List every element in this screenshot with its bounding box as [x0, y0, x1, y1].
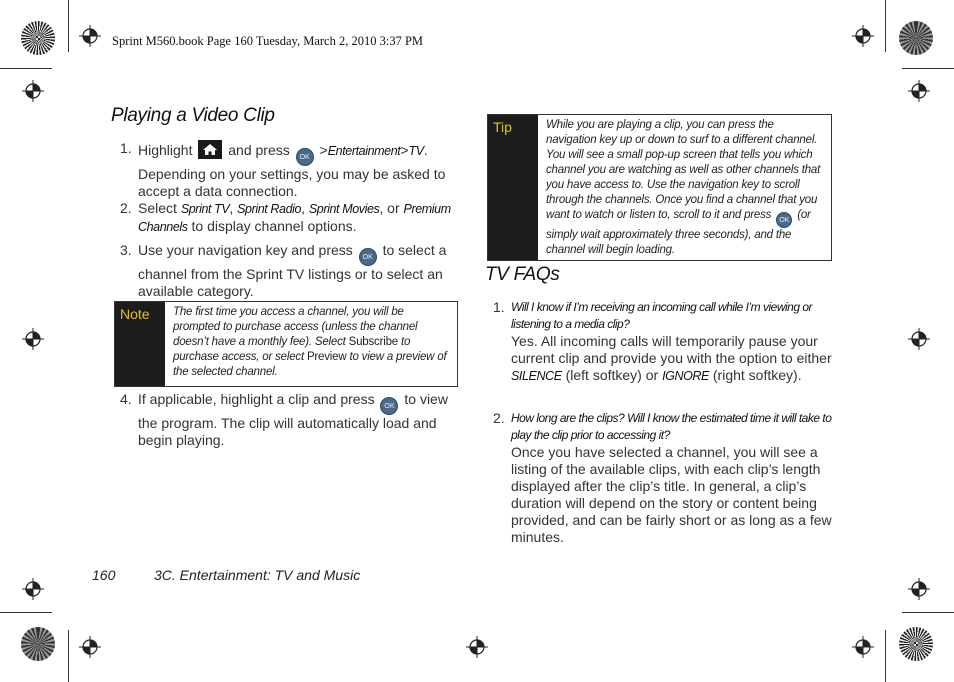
tip-text: While you are playing a clip, you can press the navigation key up or down to surf to a different channel. You will see a small pop-up screen that tells you which channel you are watching as well as other channels that you have access to. Use the navigation key to scroll through the channels. Once you find a channel that you want to watch or listen to, scroll to it and press OK (or simply wait approximately three seconds), and the channel will begin loading.	[546, 119, 821, 256]
step-2-text: Select Sprint TV, Sprint Radio, Sprint Movies, or Premium Channels to display channel options.	[138, 200, 451, 234]
note-box	[114, 301, 458, 387]
crop-mark	[68, 0, 69, 52]
crop-mark	[68, 630, 69, 682]
crop-mark	[902, 612, 954, 613]
ok-key-icon: OK	[776, 212, 792, 228]
registration-mark-icon	[22, 80, 44, 102]
faq-answer: Yes. All incoming calls will temporarily pause your current clip and provide you with the option to either SILENCE (left softkey) or IGNORE (right softkey).	[511, 333, 832, 383]
registration-mark-icon	[79, 25, 101, 47]
ok-key-icon: OK	[296, 148, 314, 166]
step-number: 4.	[120, 391, 132, 407]
faq-question: Will I know if I’m receiving an incoming call while I’m viewing or listening to a media clip?	[511, 300, 813, 331]
registration-mark-icon	[852, 636, 874, 658]
registration-mark-icon	[79, 636, 101, 658]
color-rosette-icon	[899, 627, 933, 661]
color-rosette-icon	[899, 21, 933, 55]
crop-mark	[902, 68, 954, 69]
step-number: 3.	[120, 242, 132, 258]
step-4-text: If applicable, highlight a clip and press OK to view the program. The clip will automatically load and begin playing.	[138, 391, 448, 448]
registration-mark-icon	[908, 80, 930, 102]
faq-number: 2.	[493, 410, 505, 426]
home-key-icon	[198, 140, 222, 159]
registration-mark-icon	[908, 578, 930, 600]
faq-number: 1.	[493, 299, 505, 315]
tip-label: Tip	[488, 115, 538, 260]
crop-mark	[0, 612, 52, 613]
faq-question: How long are the clips? Will I know the estimated time it will take to play the clip prior to accessing it?	[511, 411, 832, 442]
step-3-text: Use your navigation key and press OK to select a channel from the Sprint TV listings or to select an available category.	[138, 242, 447, 299]
crop-mark	[885, 0, 886, 52]
tip-box	[487, 114, 832, 261]
section-title: Playing a Video Clip	[111, 105, 275, 126]
registration-mark-icon	[22, 328, 44, 350]
faq-answer: Once you have selected a channel, you will see a listing of the available clips, with each clip’s length displayed after the clip’s title. In general, a clip’s duration will depend on the story or content being provided, and can be fairly short or as long as a few minutes.	[511, 444, 832, 545]
registration-mark-icon	[22, 578, 44, 600]
step-number: 1.	[120, 140, 132, 156]
note-text: The first time you access a channel, you will be prompted to purchase access (unless the channel doesn’t have a monthly fee). Select Subscribe to purchase access, or select Preview to view a preview of the selected channel.	[173, 306, 447, 378]
crop-mark	[885, 630, 886, 682]
ok-key-icon: OK	[380, 397, 398, 415]
ok-key-icon: OK	[359, 248, 377, 266]
section-title: TV FAQs	[485, 264, 560, 285]
page-number: 160	[92, 567, 116, 583]
crop-mark	[0, 68, 52, 69]
step-number: 2.	[120, 200, 132, 216]
color-rosette-icon	[21, 21, 55, 55]
note-label: Note	[115, 302, 165, 386]
registration-mark-icon	[908, 328, 930, 350]
color-rosette-icon	[21, 627, 55, 661]
registration-mark-icon	[466, 636, 488, 658]
step-1-text: Highlight and press OK >Entertainment>TV. Depending on your settings, you may be asked to accept a data connection.	[138, 142, 446, 199]
chapter-title: 3C. Entertainment: TV and Music	[154, 567, 361, 583]
running-header: Sprint M560.book Page 160 Tuesday, March 2, 2010 3:37 PM	[112, 34, 424, 48]
registration-mark-icon	[852, 25, 874, 47]
